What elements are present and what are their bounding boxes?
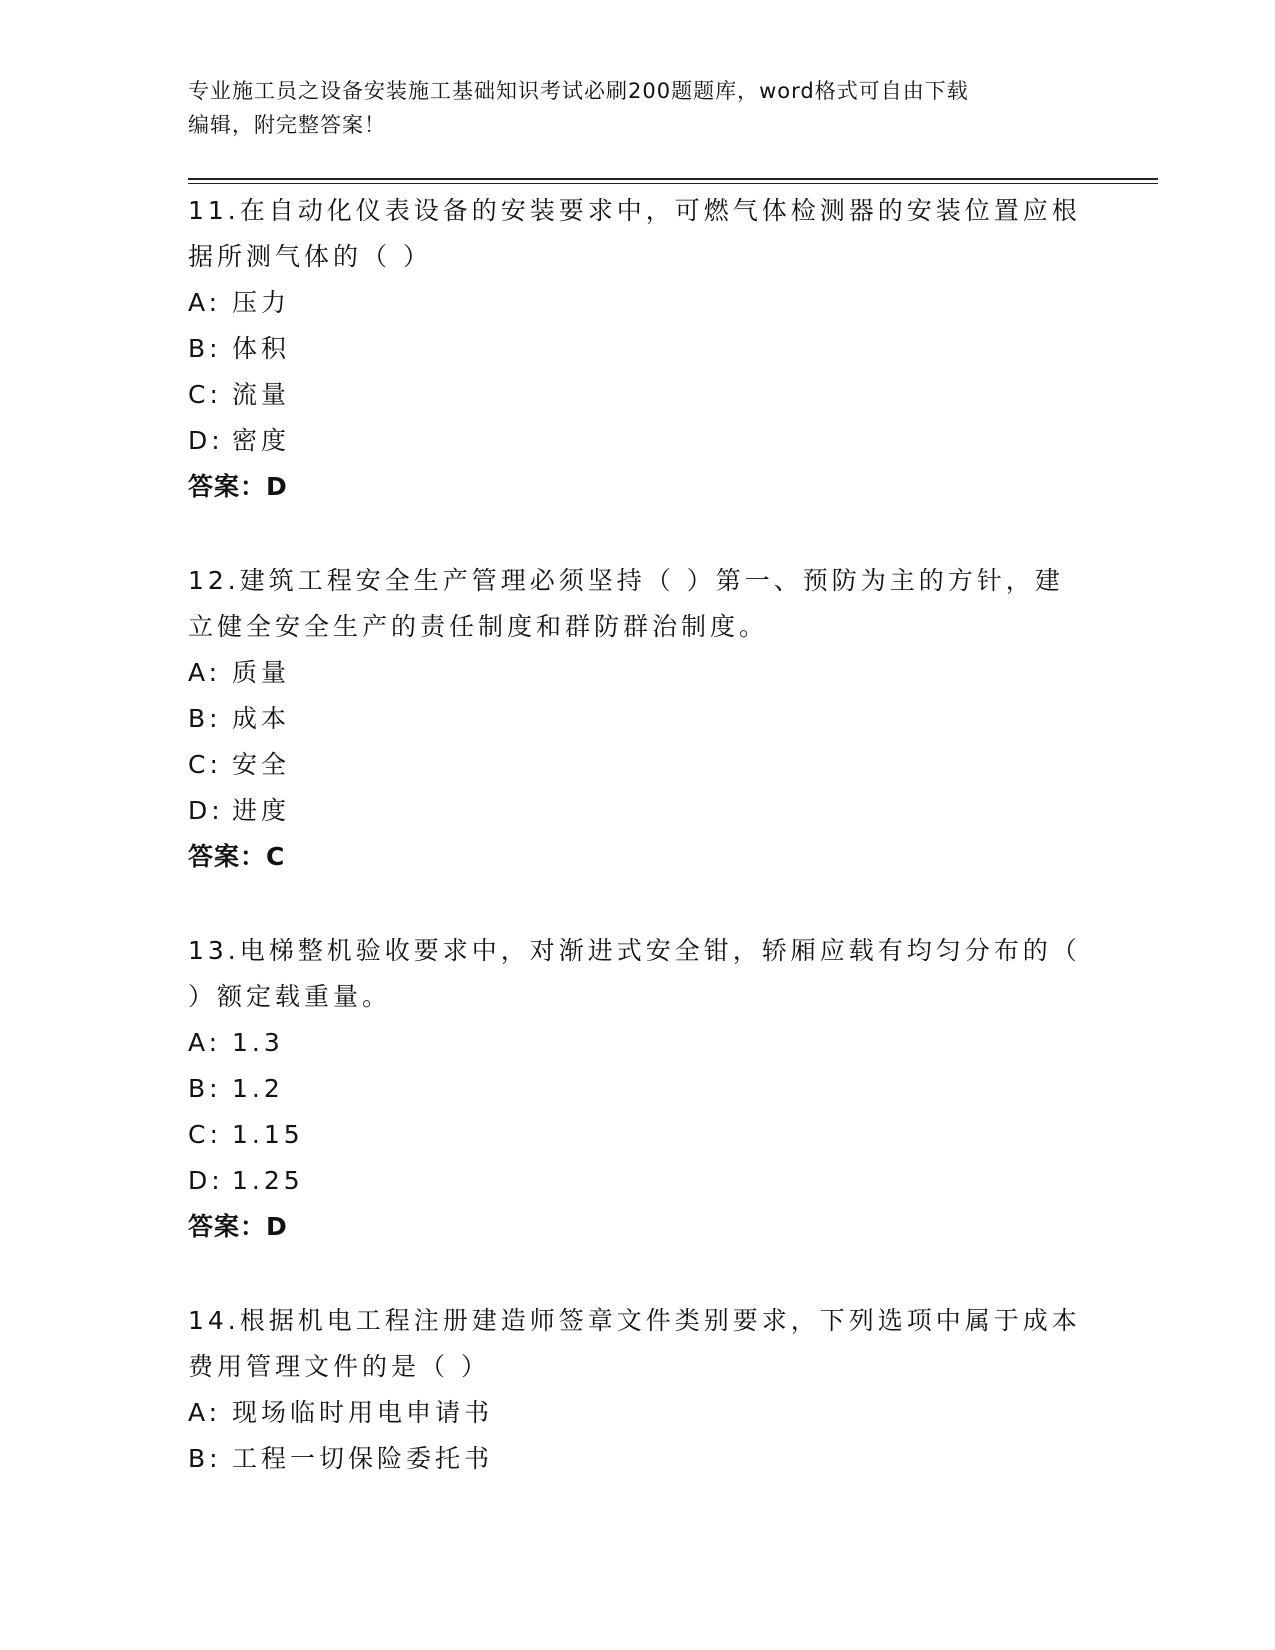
option-text: 体积: [232, 334, 291, 363]
header-line-1: 专业施工员之设备安装施工基础知识考试必刷200题题库，word格式可自由下载: [188, 79, 969, 103]
option-c: [188, 742, 1088, 788]
answer-line: 答案：C: [188, 842, 286, 871]
question-stem-line-2: 立健全安全生产的责任制度和群防群治制度。: [188, 612, 769, 641]
question-stem-line-1: 11.在自动化仪表设备的安装要求中，可燃气体检测器的安装位置应根: [188, 196, 1081, 225]
option-letter: C:: [188, 750, 222, 779]
option-letter: B:: [188, 704, 222, 733]
question-stem-line-1: 13.电梯整机验收要求中，对渐进式安全钳，轿厢应载有均匀分布的（: [188, 936, 1081, 965]
option-b: [188, 696, 1088, 742]
question-stem-line-2: 据所测气体的（ ）: [188, 242, 432, 271]
option-letter: C:: [188, 380, 222, 409]
header-divider-thick: [188, 178, 1158, 180]
option-a: [188, 650, 1088, 696]
question-stem-line-1: 12.建筑工程安全生产管理必须坚持（ ）第一、预防为主的方针，建: [188, 566, 1064, 595]
document-header: [188, 74, 1068, 142]
question-14: [188, 1298, 1088, 1482]
option-letter: A:: [188, 1028, 222, 1057]
option-a: [188, 1020, 1088, 1066]
header-divider-thin: [188, 183, 1158, 184]
option-text: 成本: [232, 704, 291, 733]
option-c: [188, 372, 1088, 418]
option-a: [188, 280, 1088, 326]
option-text: 进度: [232, 796, 291, 825]
option-letter: B:: [188, 1074, 222, 1103]
option-text: 现场临时用电申请书: [232, 1398, 494, 1427]
option-c: [188, 1112, 1088, 1158]
option-text: 密度: [232, 426, 291, 455]
question-13: [188, 928, 1088, 1250]
option-text: 1.3: [232, 1028, 284, 1057]
option-letter: A:: [188, 658, 222, 687]
option-letter: B:: [188, 1444, 222, 1473]
option-text: 1.25: [232, 1166, 304, 1195]
option-text: 压力: [232, 288, 291, 317]
option-text: 质量: [232, 658, 291, 687]
option-b: [188, 1066, 1088, 1112]
option-a: [188, 1390, 1088, 1436]
option-letter: A:: [188, 1398, 222, 1427]
header-line-2: 编辑，附完整答案！: [188, 113, 386, 137]
answer-line: 答案：D: [188, 1212, 288, 1241]
option-text: 1.2: [232, 1074, 284, 1103]
question-12: [188, 558, 1088, 880]
option-d: [188, 788, 1088, 834]
option-letter: D:: [188, 426, 224, 455]
question-list: [188, 188, 1088, 1530]
option-text: 流量: [232, 380, 291, 409]
option-b: [188, 1436, 1088, 1482]
option-d: [188, 1158, 1088, 1204]
option-letter: C:: [188, 1120, 222, 1149]
question-stem-line-1: 14.根据机电工程注册建造师签章文件类别要求，下列选项中属于成本: [188, 1306, 1081, 1335]
option-text: 安全: [232, 750, 291, 779]
option-b: [188, 326, 1088, 372]
answer-line: 答案：D: [188, 472, 288, 501]
option-d: [188, 418, 1088, 464]
option-letter: A:: [188, 288, 222, 317]
option-text: 1.15: [232, 1120, 304, 1149]
question-stem-line-2: 费用管理文件的是（ ）: [188, 1352, 490, 1381]
option-letter: D:: [188, 1166, 224, 1195]
option-letter: D:: [188, 796, 224, 825]
question-stem-line-2: ）额定载重量。: [188, 982, 392, 1011]
question-11: [188, 188, 1088, 510]
option-text: 工程一切保险委托书: [232, 1444, 494, 1473]
option-letter: B:: [188, 334, 222, 363]
